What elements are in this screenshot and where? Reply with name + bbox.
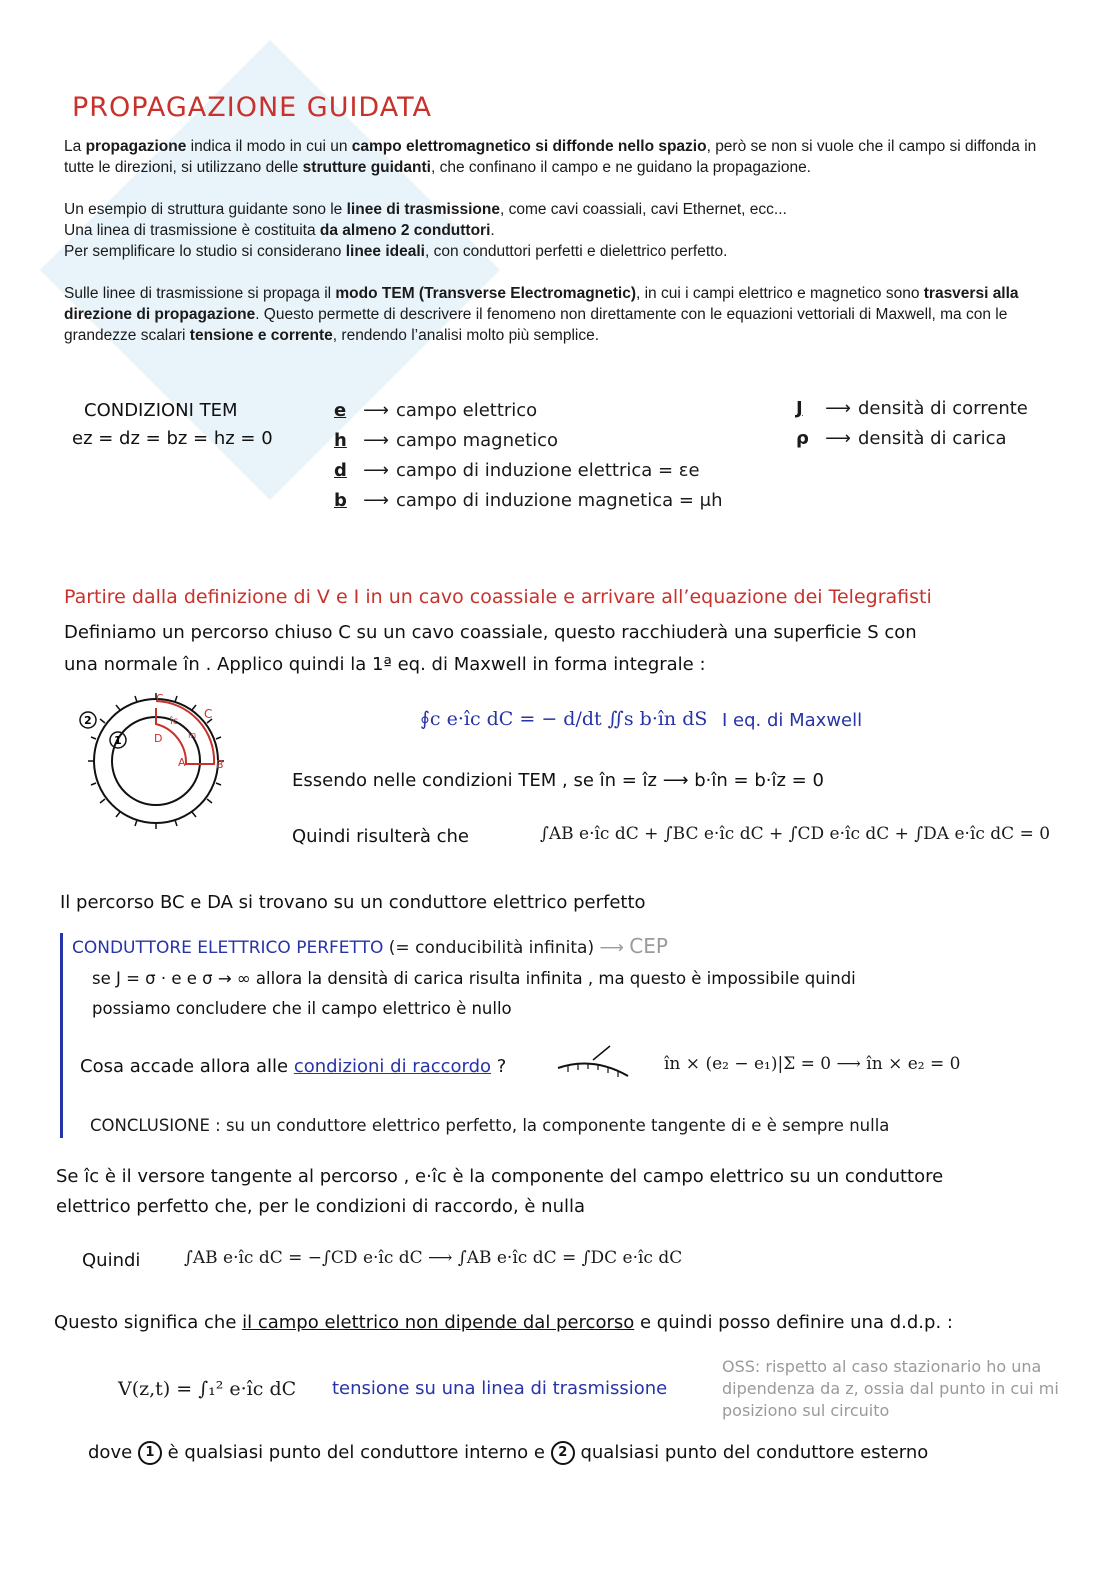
coax-diagram (76, 686, 236, 836)
cep-line-1: se J = σ · e e σ → ∞ allora la densità di carica risulta infinita , ma questo è impossibile quindi (92, 969, 856, 988)
tem-definitions-right (796, 394, 1028, 454)
section-line-1: Definiamo un percorso chiuso C su un cavo coassiale, questo racchiuderà una superficie S con (64, 622, 917, 643)
cep-arrow: ⟶ (599, 938, 624, 958)
maxwell-equation: ∮c e·îc dC = − d/dt ∬s b·în dS (420, 708, 708, 730)
voltage-equation: V(z,t) = ∫₁² e·îc dC (118, 1378, 297, 1400)
tem-title: CONDIZIONI TEM (84, 400, 238, 421)
interface-hatching (568, 1063, 618, 1077)
cep-abbr: CEP (629, 934, 668, 958)
point-2-badge: 2 (551, 1441, 575, 1465)
raccordo-line: Cosa accade allora alle condizioni di raccordo ? (80, 1056, 507, 1077)
page-title: PROPAGAZIONE GUIDATA (72, 92, 432, 123)
interface-sketch (548, 1040, 638, 1088)
tem-condition: ez = dz = bz = hz = 0 (72, 428, 273, 449)
tangent-line-1: Se îc è il versore tangente al percorso , e·îc è la componente del campo elettrico su un conduttore (56, 1166, 944, 1187)
cep-title: CONDUTTORE ELETTRICO PERFETTO (72, 938, 384, 958)
cep-paren: (= conducibilità infinita) (388, 938, 595, 958)
tangent-quindi: Quindi (82, 1250, 141, 1271)
def-row: d ⟶ campo di induzione elettrica = εe (334, 460, 700, 481)
section-heading: Partire dalla definizione di V e I in un cavo coassiale e arrivare all’equazione dei Telegrafisti (64, 586, 932, 608)
def-row: e ⟶ campo elettrico (334, 400, 538, 421)
outer-number: 2 (84, 714, 92, 727)
intro-paragraph-1: La propagazione indica il modo in cui un campo elettromagnetico si diffonde nello spazio, però se non si vuole che il campo si diffonda in tutte le direzioni, si utilizzano delle strutture guidanti, che confinano il campo e ne guidano la propagazione. (64, 138, 1037, 176)
meaning-line: Questo significa che il campo elettrico non dipende dal percorso e quindi posso definire una d.d.p. : (54, 1312, 953, 1333)
def-row: h ⟶ campo magnetico (334, 430, 559, 451)
oss-note: OSS: rispetto al caso stazionario ho una dipendenza da z, ossia dal punto in cui mi posiziono sul circuito (722, 1357, 1059, 1420)
sum-equation: ∫AB e·îc dC + ∫BC e·îc dC + ∫CD e·îc dC + ∫DA e·îc dC = 0 (540, 824, 1051, 844)
intro-text (64, 136, 1064, 367)
sum-label: Quindi risulterà che (292, 826, 469, 847)
label-ic: îc (170, 716, 179, 727)
inner-number: 1 (114, 734, 122, 747)
maxwell-label: I eq. di Maxwell (722, 710, 863, 731)
normal-arrow (593, 1046, 610, 1060)
tem-line: Essendo nelle condizioni TEM , se în = îz ⟶ b·în = b·îz = 0 (292, 770, 824, 791)
def-row: J ⟶ densità di corrente (796, 398, 1028, 419)
intro-paragraph-3: Sulle linee di trasmissione si propaga il modo TEM (Transverse Electromagnetic), in cui i campi elettrico e magnetico sono trasversi alla direzione di propagazione. Questo permette di descrivere il fenomeno non direttamente con le equazioni vettoriali di Maxwell, ma con le grandezze scalari tensione e corrente, rendendo l’analisi molto più semplice. (64, 285, 1019, 344)
dove-line: dove 1 è qualsiasi punto del conduttore interno e 2 qualsiasi punto del conduttore esterno (88, 1442, 929, 1463)
tangent-line-2: elettrico perfetto che, per le condizioni di raccordo, è nulla (56, 1196, 586, 1217)
tem-definitions (334, 396, 723, 516)
cep-conclusion: CONCLUSIONE : su un conduttore elettrico perfetto, la componente tangente di e è sempre nulla (90, 1116, 890, 1135)
section-line-2: una normale în . Applico quindi la 1ª eq. di Maxwell in forma integrale : (64, 654, 706, 675)
point-1-badge: 1 (138, 1441, 162, 1465)
label-c-path: C (204, 707, 213, 721)
label-c: C (156, 692, 164, 705)
tangent-equation: ∫AB e·îc dC = −∫CD e·îc dC ⟶ ∫AB e·îc dC = ∫DC e·îc dC (184, 1248, 683, 1268)
raccordo-equation: în × (e₂ − e₁)|Σ = 0 ⟶ în × e₂ = 0 (664, 1054, 961, 1074)
label-in: în (188, 731, 197, 741)
label-d: D (154, 732, 163, 745)
paths-line: Il percorso BC e DA si trovano su un conduttore elettrico perfetto (60, 892, 646, 913)
cep-box-line (60, 933, 63, 1138)
intro-paragraph-2: Un esempio di struttura guidante sono le linee di trasmissione, come cavi coassiali, cavi Ethernet, ecc... Una linea di trasmissione è costituita da almeno 2 conduttori. Per semplificare lo studio si considerano linee ideali, con conduttori perfetti e dielettrico perfetto. (64, 201, 787, 260)
cep-title-row (72, 934, 668, 958)
def-row: ρ ⟶ densità di carica (796, 428, 1007, 449)
def-row: b ⟶ campo di induzione magnetica = μh (334, 490, 723, 511)
voltage-label: tensione su una linea di trasmissione (332, 1378, 668, 1399)
label-b: B (216, 758, 224, 771)
cep-line-2: possiamo concludere che il campo elettrico è nullo (92, 999, 512, 1018)
label-a: A (178, 756, 186, 769)
